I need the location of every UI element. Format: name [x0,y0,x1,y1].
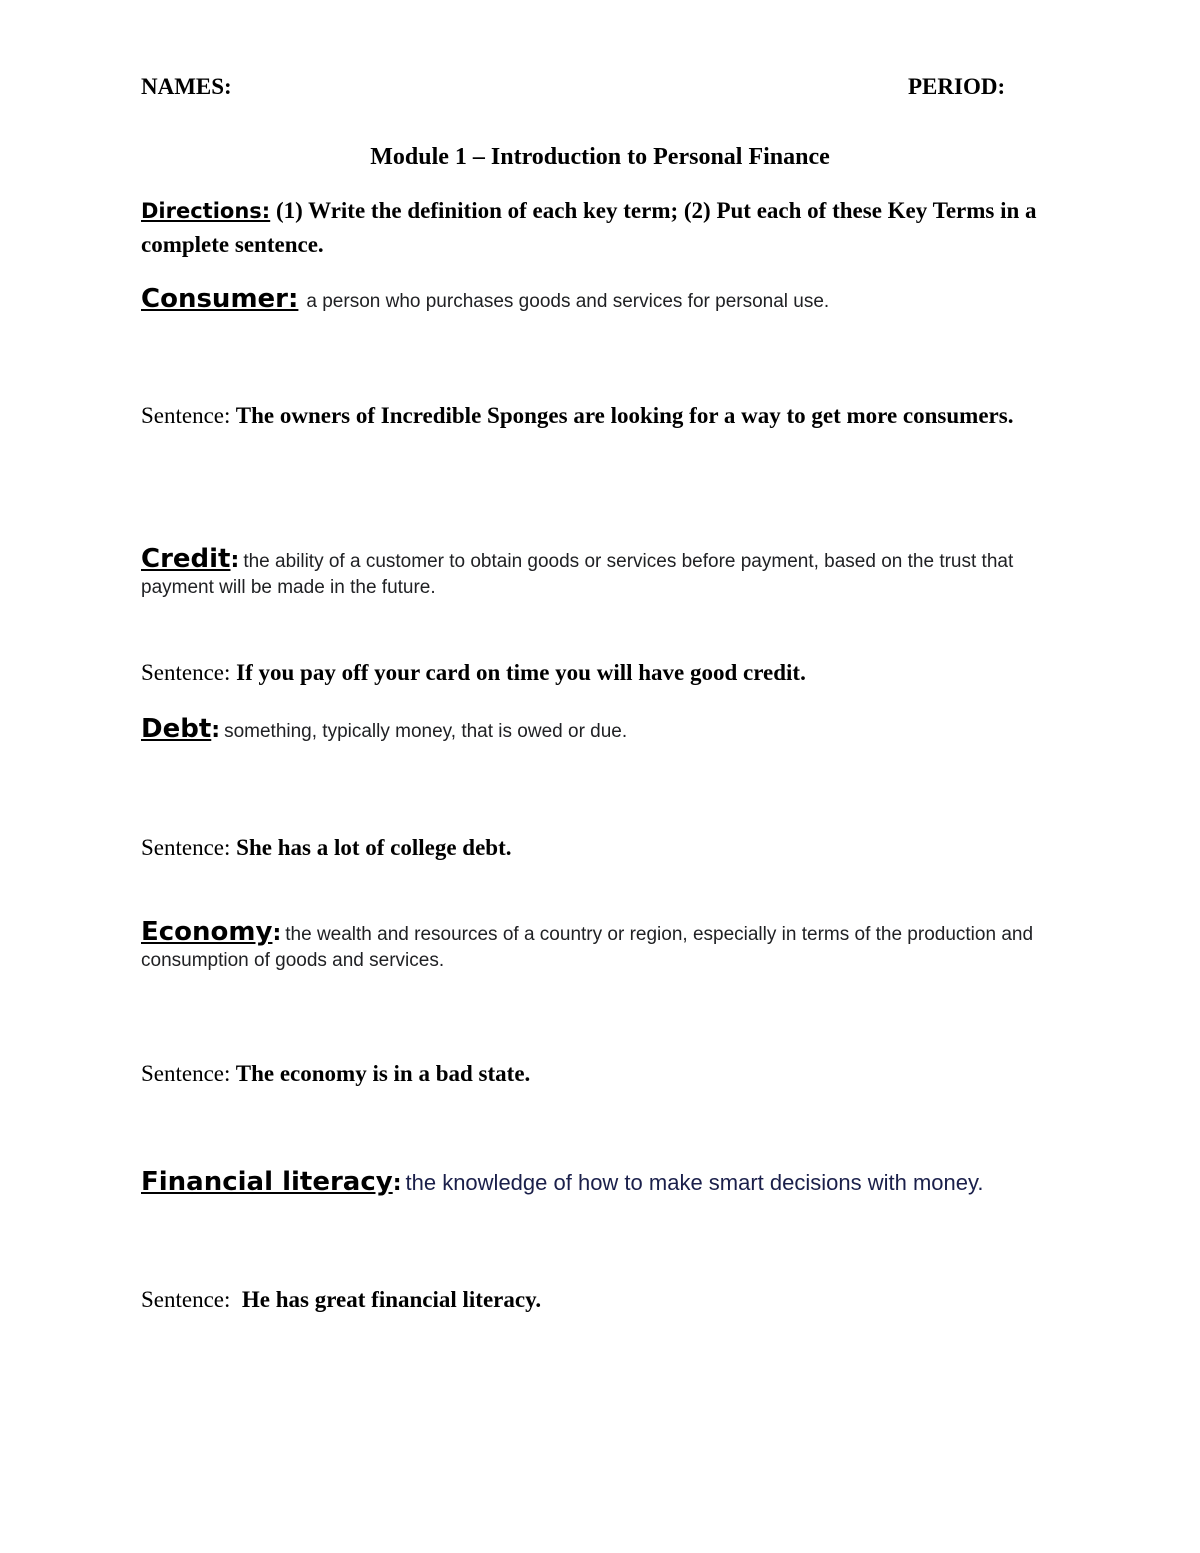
sentence-financial-literacy [141,1285,1061,1315]
term-label: Credit [141,544,231,574]
sentence-debt [141,833,1061,863]
sentence-label: Sentence: [141,1287,231,1312]
sentence-consumer [141,401,1061,431]
term-label: Financial literacy [141,1167,393,1197]
sentence-text: He has great financial literacy. [230,1287,542,1312]
term-label: Economy [141,917,273,947]
sentence-text: She has a lot of college debt. [230,835,512,860]
term-colon: : [272,921,282,946]
term-definition: a person who purchases goods and services for personal use. [306,291,830,312]
page-title: Module 1 – Introduction to Personal Finance [370,144,830,170]
sentence-label: Sentence: [141,835,231,860]
directions-text: (1) Write the definition of each key term; (2) Put each of these Key Terms in a complete sentence. [141,198,1037,257]
term-label: Debt [141,714,212,744]
sentence-economy [141,1059,1061,1089]
sentence-label: Sentence: [141,403,231,428]
term-credit [141,544,1061,601]
term-economy [141,917,1061,974]
term-label: Consumer: [141,284,299,314]
period-label: PERIOD: [908,74,1006,99]
term-colon: : [211,718,221,743]
sentence-label: Sentence: [141,1061,231,1086]
sentence-text: The owners of Incredible Sponges are looking for a way to get more consumers. [230,403,1014,428]
term-definition: the knowledge of how to make smart decisions with money. [405,1170,984,1195]
sentence-credit [141,658,1061,688]
names-label: NAMES: [141,74,232,99]
term-colon: : [392,1171,402,1196]
directions-label: Directions: [141,199,271,223]
term-financial-literacy [141,1167,1061,1197]
directions [141,194,1066,261]
term-consumer [141,284,1061,315]
term-definition: the ability of a customer to obtain goods or services before payment, based on the trust that payment will be made in the future. [141,551,1014,598]
term-colon: : [230,548,240,573]
sentence-label: Sentence: [141,660,231,685]
term-definition: the wealth and resources of a country or region, especially in terms of the production and consumption of goods and services. [141,924,1034,971]
sentence-text: If you pay off your card on time you will have good credit. [230,660,806,685]
sentence-text: The economy is in a bad state. [230,1061,531,1086]
term-debt [141,714,1061,745]
term-definition: something, typically money, that is owed or due. [224,721,628,742]
